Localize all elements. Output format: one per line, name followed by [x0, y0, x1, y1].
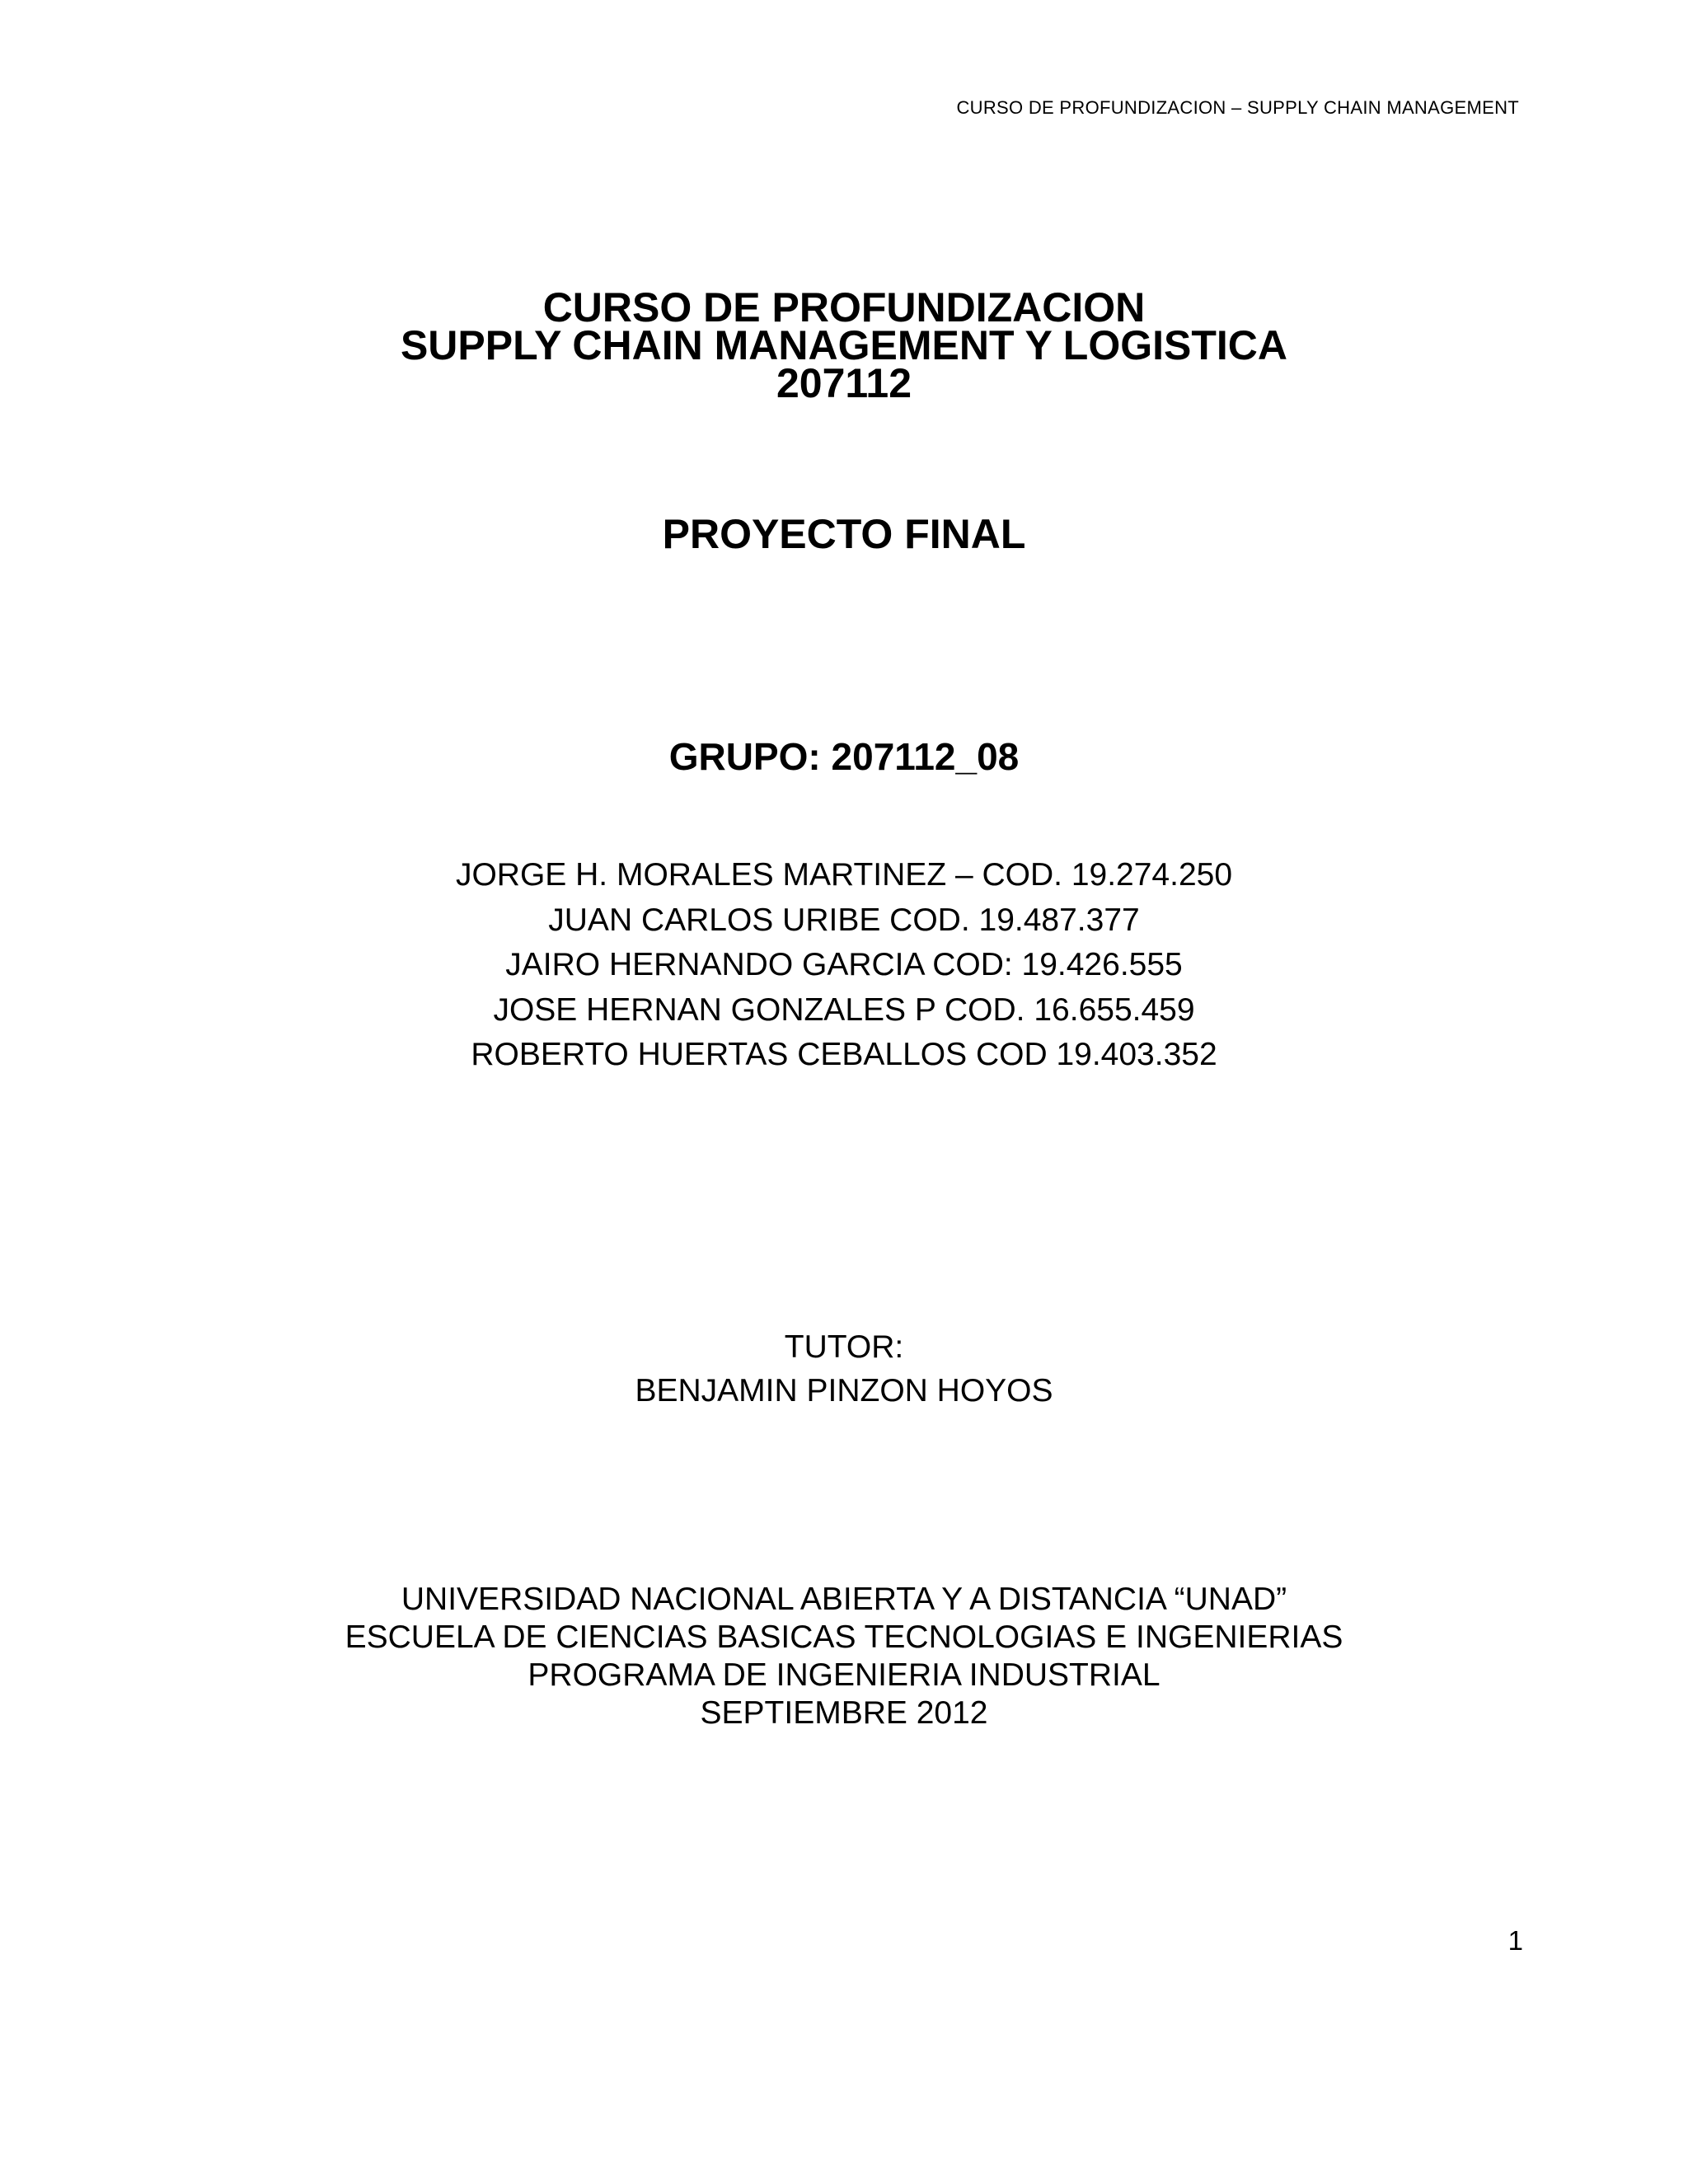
university-name: UNIVERSIDAD NACIONAL ABIERTA Y A DISTANCIA “UNAD”	[401, 1582, 1287, 1617]
tutor-section	[0, 1325, 1688, 1413]
member-item: JORGE H. MORALES MARTINEZ – COD. 19.274.250	[455, 857, 1233, 893]
course-title-line-1: CURSO DE PROFUNDIZACION	[542, 284, 1146, 330]
document-date: SEPTIEMBRE 2012	[700, 1695, 988, 1731]
course-title-line-2: SUPPLY CHAIN MANAGEMENT Y LOGISTICA	[400, 322, 1288, 368]
group-label: GRUPO: 207112_08	[668, 735, 1020, 778]
school-name: ESCUELA DE CIENCIAS BASICAS TECNOLOGIAS E INGENIERIAS	[345, 1619, 1343, 1655]
tutor-label: TUTOR:	[784, 1329, 904, 1365]
page-number: 1	[1507, 1925, 1523, 1956]
institution-section	[0, 1581, 1688, 1732]
member-item: JUAN CARLOS URIBE COD. 19.487.377	[548, 902, 1140, 938]
running-header: CURSO DE PROFUNDIZACION – SUPPLY CHAIN MANAGEMENT	[956, 97, 1519, 118]
course-title	[0, 284, 1688, 406]
project-title: PROYECTO FINAL	[662, 511, 1026, 557]
member-item: JOSE HERNAN GONZALES P COD. 16.655.459	[493, 991, 1195, 1028]
tutor-name: BENJAMIN PINZON HOYOS	[635, 1373, 1053, 1408]
member-item: JAIRO HERNANDO GARCIA COD: 19.426.555	[505, 947, 1183, 982]
member-item: ROBERTO HUERTAS CEBALLOS COD 19.403.352	[471, 1037, 1217, 1072]
program-name: PROGRAMA DE INGENIERIA INDUSTRIAL	[528, 1657, 1160, 1693]
course-code: 207112	[776, 360, 912, 406]
member-list	[0, 853, 1688, 1078]
